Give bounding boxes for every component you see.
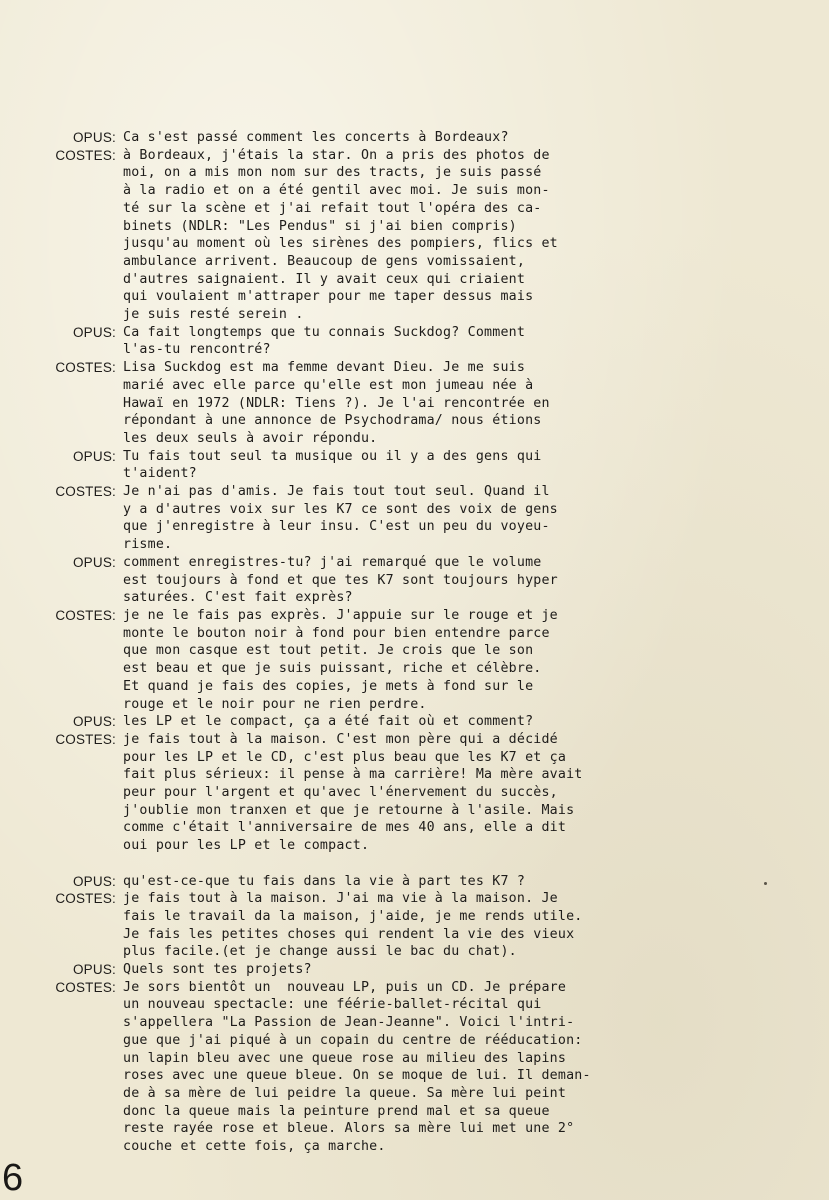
speaker-label: COSTES: xyxy=(55,147,116,163)
speaker-label: COSTES: xyxy=(55,607,116,623)
text-line: plus facile.(et je change aussi le bac du chat). xyxy=(123,944,517,960)
text-line: donc la queue mais la peinture prend mal et sa queue xyxy=(123,1103,550,1119)
text-line: monte le bouton noir à fond pour bien entendre parce xyxy=(123,625,550,641)
interview-turn xyxy=(40,359,630,448)
text-line: est beau et que je suis puissant, riche et célèbre. xyxy=(123,661,542,677)
speaker-text xyxy=(116,607,558,713)
text-line: jusqu'au moment où les sirènes des pompiers, flics et xyxy=(123,236,558,252)
text-line: roses avec une queue bleue. On se moque de lui. Il deman- xyxy=(123,1068,591,1084)
interview-turn xyxy=(40,731,630,873)
speaker-text xyxy=(116,961,312,979)
speaker-label: OPUS: xyxy=(72,130,116,145)
text-line: rouge et le noir pour ne rien perdre. xyxy=(123,696,427,712)
text-line: couche et cette fois, ça marche. xyxy=(123,1139,386,1155)
interview-turn xyxy=(40,324,630,359)
speaker-label: OPUS: xyxy=(72,962,116,978)
interview-text xyxy=(40,129,630,1156)
text-line: comment enregistres-tu? j'ai remarqué que le volume xyxy=(123,554,542,570)
speaker-label: OPUS: xyxy=(72,448,116,464)
text-line xyxy=(123,855,583,873)
text-line: à Bordeaux, j'étais la star. On a pris des photos de xyxy=(123,147,550,163)
text-line: Je n'ai pas d'amis. Je fais tout tout seul. Quand il xyxy=(123,484,550,500)
text-line: un nouveau spectacle: une féérie-ballet-récital qui xyxy=(123,997,542,1013)
speaker-text xyxy=(116,890,583,961)
text-line: que mon casque est tout petit. Je crois que le son xyxy=(123,643,534,659)
interview-turn xyxy=(40,448,630,483)
speaker-label: COSTES: xyxy=(55,979,116,995)
text-line: reste rayée rose et bleue. Alors sa mère lui met une 2° xyxy=(123,1121,575,1137)
text-line: un lapin bleu avec une queue rose au milieu des lapins xyxy=(123,1050,567,1066)
text-line: Lisa Suckdog est ma femme devant Dieu. Je me suis xyxy=(123,360,526,376)
speaker-label: COSTES: xyxy=(55,731,116,747)
speaker-text xyxy=(116,554,558,607)
speaker-label: OPUS: xyxy=(72,554,116,570)
speaker-label: COSTES: xyxy=(55,360,116,376)
text-line: que j'enregistre à leur insu. C'est un peu du voyeu- xyxy=(123,519,550,535)
stray-mark xyxy=(764,882,767,885)
text-line: Hawaï en 1972 (NDLR: Tiens ?). Je l'ai rencontrée en xyxy=(123,395,550,411)
text-line: gue que j'ai piqué à un copain du centre de rééducation: xyxy=(123,1032,583,1048)
text-line: Ca fait longtemps que tu connais Suckdog? Comment xyxy=(123,324,526,340)
text-line: risme. xyxy=(123,537,173,553)
text-line: je suis resté serein . xyxy=(123,307,304,323)
text-line: binets (NDLR: "Les Pendus" si j'ai bien compris) xyxy=(123,218,517,234)
interview-turn xyxy=(40,890,630,961)
text-line: répondant à une annonce de Psychodrama/ nous étions xyxy=(123,413,542,429)
text-line: Et quand je fais des copies, je mets à fond sur le xyxy=(123,678,534,694)
text-line: fais le travail da la maison, j'aide, je me rends utile. xyxy=(123,908,583,924)
text-line: moi, on a mis mon nom sur des tracts, je suis passé xyxy=(123,165,542,181)
text-line: les LP et le compact, ça a été fait où et comment? xyxy=(123,714,534,730)
text-line: les deux seuls à avoir répondu. xyxy=(123,430,378,446)
text-line: je fais tout à la maison. J'ai ma vie à la maison. Je xyxy=(123,891,558,907)
text-line: peur pour l'argent et qu'avec l'énervement du succès, xyxy=(123,785,558,801)
interview-turn xyxy=(40,607,630,713)
interview-turn xyxy=(40,873,630,891)
speaker-text xyxy=(116,359,550,448)
interview-turn xyxy=(40,147,630,324)
text-line: qu'est-ce-que tu fais dans la vie à part tes K7 ? xyxy=(123,873,526,889)
speaker-text xyxy=(116,448,541,483)
speaker-label: OPUS: xyxy=(72,714,116,730)
speaker-text xyxy=(116,324,525,359)
text-line: Ca s'est passé comment les concerts à Bordeaux? xyxy=(123,130,509,145)
text-line: y a d'autres voix sur les K7 ce sont des voix de gens xyxy=(123,501,558,517)
text-line: s'appellera "La Passion de Jean-Jeanne". Voici l'intri- xyxy=(123,1015,575,1031)
interview-turn xyxy=(40,713,630,731)
interview-turn xyxy=(40,554,630,607)
text-line: je fais tout à la maison. C'est mon père qui a décidé xyxy=(123,731,558,747)
page-number: 6 xyxy=(2,1157,24,1199)
text-line: l'as-tu rencontré? xyxy=(123,342,271,358)
text-line: je ne le fais pas exprès. J'appuie sur le rouge et je xyxy=(123,607,558,623)
text-line: d'autres saignaient. Il y avait ceux qui criaient xyxy=(123,271,526,287)
speaker-text xyxy=(116,129,509,147)
speaker-label: OPUS: xyxy=(72,873,116,889)
speaker-label: COSTES: xyxy=(55,484,116,500)
speaker-text xyxy=(116,147,558,324)
text-line: est toujours à fond et que tes K7 sont toujours hyper xyxy=(123,572,558,588)
text-line: oui pour les LP et le compact. xyxy=(123,838,370,854)
text-line: j'oublie mon tranxen et que je retourne à l'asile. Mais xyxy=(123,802,575,818)
speaker-label: COSTES: xyxy=(55,891,116,907)
interview-turn xyxy=(40,961,630,979)
speaker-text xyxy=(116,979,591,1156)
speaker-text xyxy=(116,873,525,891)
speaker-label: OPUS: xyxy=(72,324,116,340)
text-line: marié avec elle parce qu'elle est mon jumeau née à xyxy=(123,377,534,393)
text-line: fait plus sérieux: il pense à ma carrière! Ma mère avait xyxy=(123,767,583,783)
text-line: à la radio et on a été gentil avec moi. Je suis mon- xyxy=(123,183,550,199)
text-line: saturées. C'est fait exprès? xyxy=(123,590,353,606)
text-line: Quels sont tes projets? xyxy=(123,962,312,978)
interview-turn xyxy=(40,979,630,1156)
interview-turn xyxy=(40,483,630,554)
text-line: té sur la scène et j'ai refait tout l'opéra des ca- xyxy=(123,200,542,216)
text-line: pour les LP et le CD, c'est plus beau que les K7 et ça xyxy=(123,749,567,765)
text-line: de à sa mère de lui peidre la queue. Sa mère lui peint xyxy=(123,1085,567,1101)
text-line: qui voulaient m'attraper pour me taper dessus mais xyxy=(123,289,534,305)
text-line: Je fais les petites choses qui rendent la vie des vieux xyxy=(123,926,575,942)
interview-turn xyxy=(40,129,630,147)
text-line: Je sors bientôt un nouveau LP, puis un CD. Je prépare xyxy=(123,979,567,995)
speaker-text xyxy=(116,713,533,731)
text-line: comme c'était l'anniversaire de mes 40 ans, elle a dit xyxy=(123,820,567,836)
text-line: ambulance arrivent. Beaucoup de gens vomissaient, xyxy=(123,253,526,269)
speaker-text xyxy=(116,731,583,873)
text-line: t'aident? xyxy=(123,466,197,482)
text-line: Tu fais tout seul ta musique ou il y a des gens qui xyxy=(123,448,542,464)
speaker-text xyxy=(116,483,558,554)
